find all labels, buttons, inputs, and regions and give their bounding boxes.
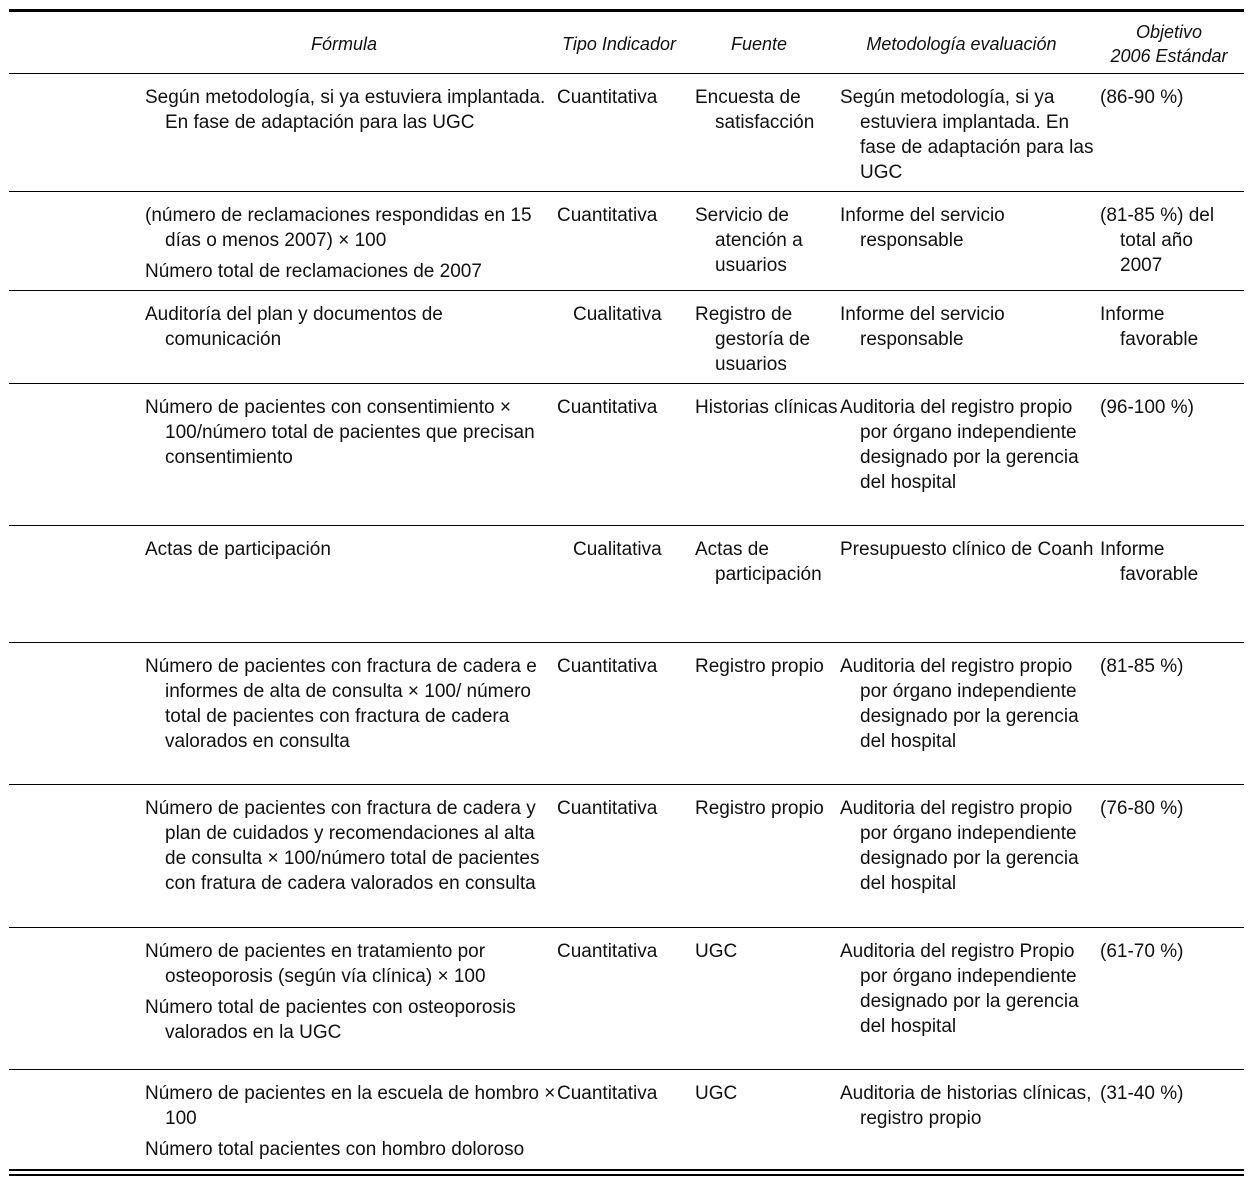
metodologia-cell: Según metodología, si ya estuviera implantada. En fase de adaptación para las UGC [840, 87, 1094, 183]
formula-cell [145, 796, 560, 902]
objetivo-cell: (81-85 %) del total año 2007 [1100, 205, 1215, 276]
formula-cell [145, 203, 560, 290]
formula-cell [145, 85, 560, 141]
tipo-cell: Cuantitativa [557, 941, 658, 962]
metodologia-cell: Informe del servicio responsable [840, 304, 1005, 350]
metodologia-cell: Presupuesto clínico de Coanh [840, 539, 1094, 560]
header-objetivo-line1: Objetivo [1135, 22, 1203, 42]
objetivo-cell: Informe favorable [1100, 539, 1199, 585]
metodologia-cell: Auditoria de historias clínicas, registro propio [840, 1083, 1092, 1129]
formula-cell [145, 654, 560, 760]
formula-cell [145, 537, 560, 568]
formula-text: Número de pacientes con fractura de cadera y plan de cuidados y recomendaciones al alta de consulta × 100/número total de pacientes con fratura de cadera valorados en consulta [145, 798, 540, 894]
formula-text: Número de pacientes en tratamiento por osteoporosis (según vía clínica) × 100 [145, 941, 486, 987]
tipo-cell: Cualitativa [573, 304, 662, 325]
objetivo-cell: (76-80 %) [1100, 798, 1184, 819]
tipo-cell: Cualitativa [573, 539, 662, 560]
formula-text: Actas de participación [145, 539, 331, 560]
formula-text: Número de pacientes con consentimiento × 100/número total de pacientes que precisan consentimiento [145, 397, 535, 468]
formula-text: Número de pacientes con fractura de cadera e informes de alta de consulta × 100/ número total de pacientes con fractura de cadera valorados en consulta [145, 656, 537, 752]
header-objetivo-line2: 2006 Estándar [1110, 46, 1228, 66]
formula-cell [145, 302, 560, 358]
fuente-cell: Registro de gestoría de usuarios [695, 304, 811, 375]
formula-text: Número total pacientes con hombro doloroso [145, 1139, 525, 1160]
formula-text: Número total de pacientes con osteoporosis valorados en la UGC [145, 997, 516, 1043]
header-metodologia: Metodología evaluación [866, 34, 1057, 54]
metodologia-cell: Informe del servicio responsable [840, 205, 1005, 251]
fuente-cell: Registro propio [695, 798, 824, 819]
objetivo-cell: (31-40 %) [1100, 1083, 1184, 1104]
table-row [9, 784, 1244, 928]
tipo-cell: Cuantitativa [557, 205, 658, 226]
table-row [9, 642, 1244, 785]
header-tipo-indicador: Tipo Indicador [562, 34, 676, 54]
table-row [9, 73, 1244, 192]
fuente-cell: Registro propio [695, 656, 824, 677]
fuente-cell: UGC [695, 941, 738, 962]
objetivo-cell: Informe favorable [1100, 304, 1199, 350]
fuente-cell: UGC [695, 1083, 738, 1104]
fuente-cell: Servicio de atención a usuarios [695, 205, 803, 276]
table-header [9, 12, 1244, 74]
objetivo-cell: (81-85 %) [1100, 656, 1184, 677]
tipo-cell: Cuantitativa [557, 1083, 658, 1104]
formula-text: (número de reclamaciones respondidas en 15 días o menos 2007) × 100 [145, 205, 532, 251]
table-row [9, 290, 1244, 384]
formula-text: Auditoría del plan y documentos de comunicación [145, 304, 443, 350]
formula-text: Según metodología, si ya estuviera implantada. En fase de adaptación para las UGC [145, 87, 546, 133]
objetivo-cell: (61-70 %) [1100, 941, 1184, 962]
objetivo-cell: (86-90 %) [1100, 87, 1184, 108]
metodologia-cell: Auditoria del registro Propio por órgano independiente designado por la gerencia del hospital [840, 941, 1079, 1037]
formula-cell [145, 1081, 560, 1168]
table-bottom-rule-double [9, 1174, 1244, 1176]
tipo-cell: Cuantitativa [557, 656, 658, 677]
table-bottom-rule [9, 1169, 1244, 1171]
fuente-cell: Encuesta de satisfacción [695, 87, 815, 133]
header-formula: Fórmula [310, 34, 377, 54]
table-row [9, 525, 1244, 643]
table-row [9, 1069, 1244, 1168]
fuente-cell: Actas de participación [695, 539, 822, 585]
tipo-cell: Cuantitativa [557, 798, 658, 819]
formula-text: Número de pacientes en la escuela de hombro × 100 [145, 1083, 556, 1129]
formula-text: Número total de reclamaciones de 2007 [145, 261, 482, 282]
table-row [9, 383, 1244, 526]
header-objetivo [1094, 20, 1244, 68]
formula-cell [145, 395, 560, 476]
formula-cell [145, 939, 560, 1051]
fuente-cell: Historias clínicas [695, 397, 838, 418]
tipo-cell: Cuantitativa [557, 87, 658, 108]
tipo-cell: Cuantitativa [557, 397, 658, 418]
metodologia-cell: Auditoria del registro propio por órgano independiente designado por la gerencia del hospital [840, 798, 1079, 894]
table-row [9, 191, 1244, 291]
metodologia-cell: Auditoria del registro propio por órgano independiente designado por la gerencia del hospital [840, 656, 1079, 752]
objetivo-cell: (96-100 %) [1100, 397, 1194, 418]
header-fuente: Fuente [730, 34, 788, 54]
table-row [9, 927, 1244, 1070]
metodologia-cell: Auditoria del registro propio por órgano independiente designado por la gerencia del hospital [840, 397, 1079, 493]
